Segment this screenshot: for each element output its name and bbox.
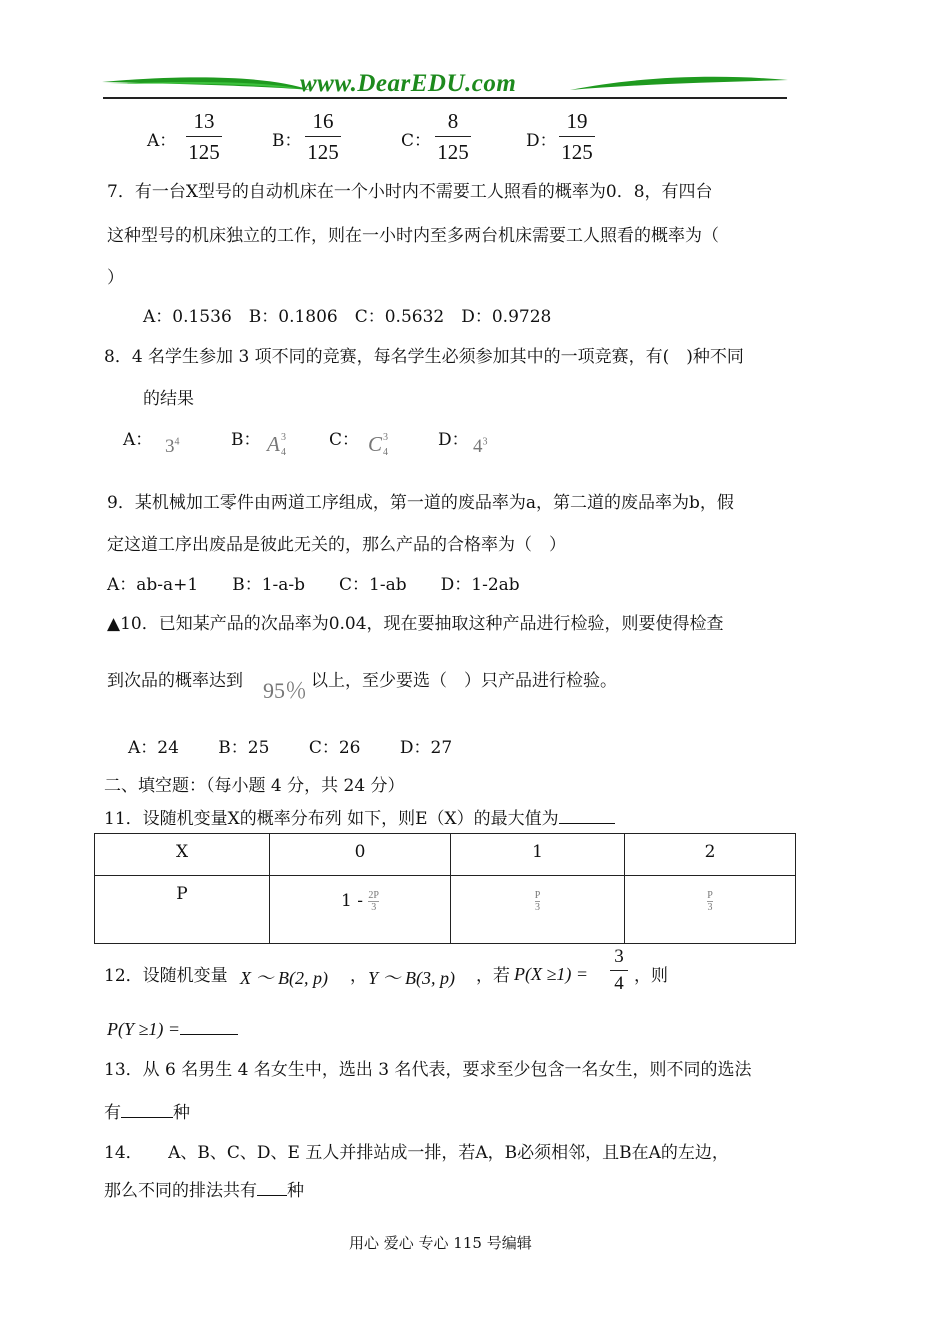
q8-formula-c: C — [368, 432, 383, 456]
q11-text — [104, 804, 615, 829]
p0-prefix: 1 - — [341, 891, 363, 911]
q9-options: A：ab-a+1 B：1-a-b C：1-ab D：1-2ab — [107, 575, 520, 595]
q8-formula-d: $4^3$ — [473, 436, 488, 457]
q9-line1: 9．某机械加工零件由两道工序组成，第一道的废品率为a，第二道的废品率为b，假 — [107, 493, 734, 513]
q11-text-body: 11．设随机变量X的概率分布列 如下，则E（X）的最大值为 — [104, 809, 559, 829]
q12-py — [107, 1016, 238, 1040]
q14-answer-blank[interactable] — [257, 1178, 287, 1196]
q14-line2-start: 那么不同的排法共有 — [104, 1181, 257, 1201]
table-header-cell: 0 — [270, 834, 451, 876]
q11-answer-blank[interactable] — [559, 806, 615, 824]
q13-line1: 13．从 6 名男生 4 名女生中，选出 3 名代表，要求至少包含一名女生，则不同的选法 — [104, 1060, 752, 1080]
q6-label-c: C： — [401, 131, 432, 151]
q8-formula-b-sup: 3 — [281, 432, 286, 443]
q12-x-dist: X ～ B(2, p) — [240, 968, 328, 988]
q12-y-dist: Y ～ B(3, p) — [368, 968, 455, 988]
q6-label-a: A： — [147, 131, 177, 151]
table-cell-p1 — [451, 876, 625, 944]
q13-answer-blank[interactable] — [121, 1100, 173, 1118]
table-header-cell: 2 — [625, 834, 796, 876]
q14-line2-end: 种 — [287, 1181, 304, 1201]
q8-formula-b: A — [267, 432, 280, 456]
q12-text-b: ，若 — [476, 966, 510, 986]
triangle-marker-icon: ▲ — [107, 614, 121, 634]
q13-line2-end: 种 — [173, 1103, 190, 1123]
q9-line2: 定这道工序出废品是彼此无关的，那么产品的合格率为（ ） — [107, 535, 566, 555]
q8-label-a: A： — [123, 430, 153, 450]
q12-fraction: 3 4 — [610, 946, 628, 995]
q10-percent: 95％ — [263, 678, 308, 703]
q7-line1: 7．有一台X型号的自动机床在一个小时内不需要工人照看的概率为0．8，有四台 — [107, 182, 713, 202]
q12-answer-blank[interactable] — [180, 1016, 238, 1035]
q8-label-b: B： — [231, 430, 261, 450]
p1-fraction: $\frac{P}{3}$ — [534, 890, 541, 913]
q6-label-b: B： — [272, 131, 302, 151]
page-footer: 用心 爱心 专心 115 号编辑 — [349, 1234, 532, 1252]
q8-formula-b-sub: 4 — [281, 447, 286, 458]
header-rule — [103, 97, 787, 99]
table-cell-p: P — [95, 876, 270, 944]
q6-fraction-d: 19 125 — [559, 108, 595, 165]
q14-line1: 14． A、B、C、D、E 五人并排站成一排，若A，B必须相邻，且B在A的左边， — [104, 1143, 729, 1163]
distribution-table — [94, 833, 796, 944]
q6-label-d: D： — [526, 131, 557, 151]
q6-fraction-b: 16 125 — [305, 108, 341, 165]
q8-label-c: C： — [329, 430, 360, 450]
table-header-cell: 1 — [451, 834, 625, 876]
table-header-cell: X — [95, 834, 270, 876]
q7-options: A：0.1536 B：0.1806 C：0.5632 D：0.9728 — [143, 307, 552, 327]
q10-line2a: 到次品的概率达到 — [107, 671, 243, 691]
q8-line2: 的结果 — [143, 389, 194, 409]
q6-fraction-c: 8 125 — [435, 108, 471, 165]
q12-text-c: ，则 — [634, 966, 668, 986]
q10-options: A：24 B：25 C：26 D：27 — [128, 738, 453, 758]
table-row — [95, 876, 796, 944]
q8-line1: 8．4 名学生参加 3 项不同的竞赛，每名学生必须参加其中的一项竞赛，有( )种不同 — [104, 347, 744, 367]
q8-formula-c-sub: 4 — [383, 447, 388, 458]
q7-line2: 这种型号的机床独立的工作，则在一小时内至多两台机床需要工人照看的概率为（ — [107, 226, 719, 246]
q6-fraction-a: 13 125 — [186, 108, 222, 165]
q12-sep: ， — [350, 966, 367, 986]
p2-fraction: $\frac{P}{3}$ — [707, 890, 713, 913]
q7-line3: ） — [107, 268, 124, 288]
section-title: 二、填空题：（每小题 4 分，共 24 分） — [104, 776, 405, 796]
p0-fraction: $\frac{2P}{3}$ — [368, 890, 379, 913]
q8-formula-c-sup: 3 — [383, 432, 388, 443]
q12-px: P(X ≥1) = — [514, 964, 589, 984]
table-cell-p2 — [625, 876, 796, 944]
q10-line1-text: 10．已知某产品的次品率为0.04，现在要抽取这种产品进行检验，则要使得检查 — [120, 614, 724, 634]
q13-line2 — [104, 1098, 190, 1123]
q8-label-d: D： — [438, 430, 469, 450]
q12-py-text: P(Y ≥1) = — [107, 1019, 181, 1039]
q13-line2-start: 有 — [104, 1103, 121, 1123]
q14-line2 — [104, 1176, 304, 1201]
site-logo: www.DearEDU.com — [300, 70, 517, 97]
q10-line1 — [107, 609, 724, 634]
q12-text-a: 12．设随机变量 — [104, 966, 228, 986]
table-header-row — [95, 834, 796, 876]
table-cell-p0 — [270, 876, 451, 944]
q10-line2b: 以上，至少要选（ ）只产品进行检验。 — [311, 671, 617, 691]
q8-formula-a: $3^4$ — [165, 436, 180, 457]
